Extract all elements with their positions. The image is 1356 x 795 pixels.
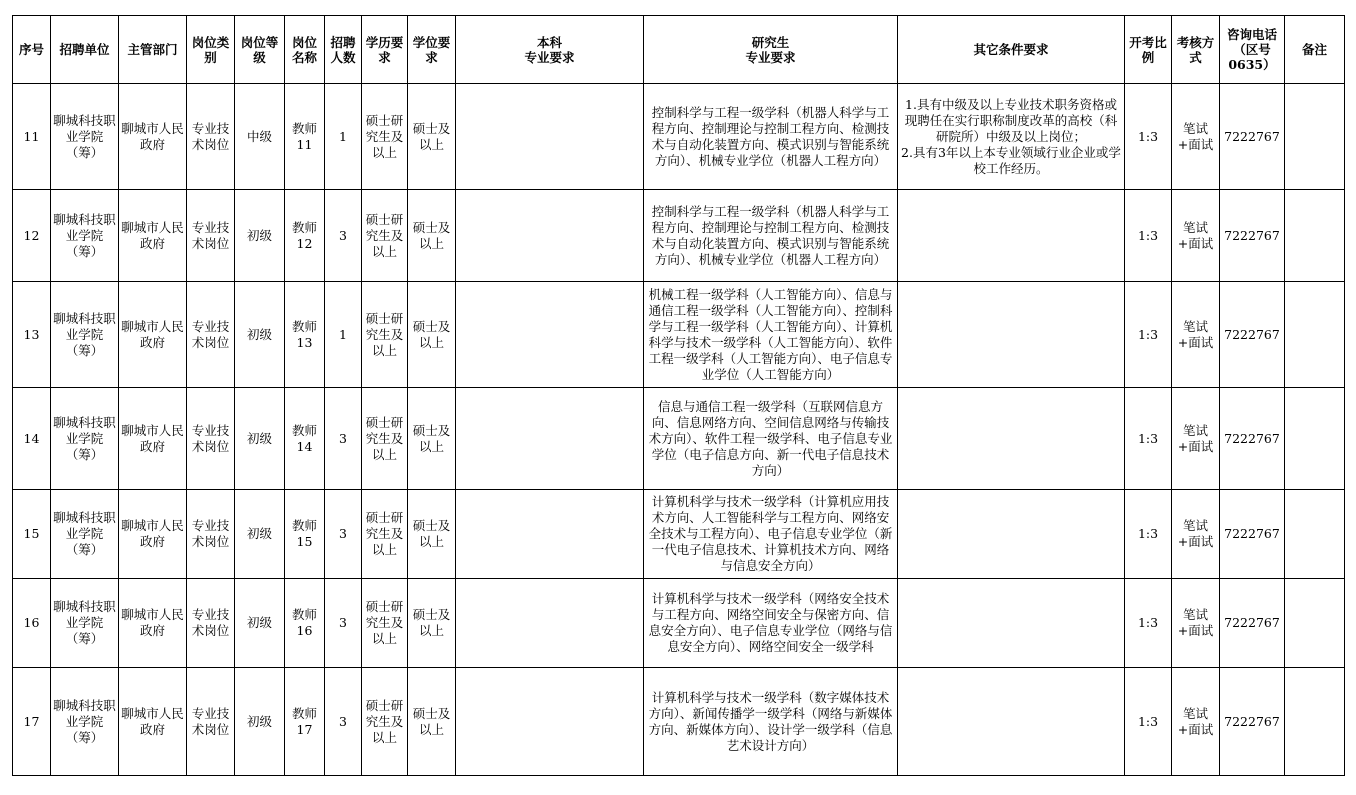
header-dept: 主管部门 <box>119 16 187 84</box>
cell-post-level: 初级 <box>235 282 285 388</box>
cell-phone: 7222767 <box>1220 579 1285 668</box>
cell-degree: 硕士及以上 <box>408 579 456 668</box>
header-post-type: 岗位类别 <box>187 16 235 84</box>
table-row <box>13 579 1345 668</box>
header-grad-major-line1: 研究生 <box>751 34 790 50</box>
cell-seq: 12 <box>13 190 51 282</box>
cell-seq: 11 <box>13 84 51 190</box>
cell-post-name: 教师16 <box>285 579 325 668</box>
cell-other <box>898 388 1125 490</box>
header-post-level: 岗位等级 <box>235 16 285 84</box>
cell-dept: 聊城市人民政府 <box>119 388 187 490</box>
header-edu: 学历要求 <box>362 16 408 84</box>
cell-exam: 笔试+面试 <box>1172 579 1220 668</box>
cell-seq: 15 <box>13 490 51 579</box>
cell-unit: 聊城科技职业学院（筹） <box>51 579 119 668</box>
table-row <box>13 282 1345 388</box>
cell-dept: 聊城市人民政府 <box>119 579 187 668</box>
cell-other <box>898 84 1125 190</box>
cell-post-type: 专业技术岗位 <box>187 282 235 388</box>
cell-ug-major <box>456 490 644 579</box>
header-ug-major-line1: 本科 <box>536 34 562 50</box>
cell-post-level: 初级 <box>235 579 285 668</box>
cell-post-type: 专业技术岗位 <box>187 668 235 776</box>
cell-dept: 聊城市人民政府 <box>119 490 187 579</box>
cell-dept: 聊城市人民政府 <box>119 84 187 190</box>
cell-unit: 聊城科技职业学院（筹） <box>51 84 119 190</box>
cell-note <box>1285 84 1345 190</box>
cell-note <box>1285 579 1345 668</box>
table-row <box>13 388 1345 490</box>
cell-phone: 7222767 <box>1220 190 1285 282</box>
cell-other <box>898 282 1125 388</box>
cell-ug-major <box>456 668 644 776</box>
grad-major-text: 机械工程一级学科（人工智能方向）、信息与通信工程一级学科（人工智能方向）、控制科学与工程一级学科（人工智能方向）、计算机科学与技术一级学科（人工智能方向）、软件工程一级学科（人工智能方向）、电子信息专业学位（人工智能方向） <box>648 286 893 382</box>
cell-seq: 16 <box>13 579 51 668</box>
header-grad-major <box>644 16 898 84</box>
cell-phone: 7222767 <box>1220 388 1285 490</box>
cell-count: 3 <box>325 388 362 490</box>
cell-other <box>898 668 1125 776</box>
cell-ug-major <box>456 388 644 490</box>
cell-degree: 硕士及以上 <box>408 490 456 579</box>
cell-post-type: 专业技术岗位 <box>187 579 235 668</box>
cell-unit: 聊城科技职业学院（筹） <box>51 282 119 388</box>
cell-edu: 硕士研究生及以上 <box>362 84 408 190</box>
cell-post-name: 教师13 <box>285 282 325 388</box>
cell-edu: 硕士研究生及以上 <box>362 388 408 490</box>
header-ug-major <box>456 16 644 84</box>
cell-exam: 笔试+面试 <box>1172 490 1220 579</box>
cell-edu: 硕士研究生及以上 <box>362 490 408 579</box>
cell-post-name: 教师12 <box>285 190 325 282</box>
cell-degree: 硕士及以上 <box>408 388 456 490</box>
cell-dept: 聊城市人民政府 <box>119 668 187 776</box>
header-count: 招聘人数 <box>325 16 362 84</box>
cell-grad-major: 计算机科学与技术一级学科（数字媒体技术方向）、新闻传播学一级学科（网络与新媒体方向、新媒体方向）、设计学一级学科（信息艺术设计方向） <box>644 668 898 776</box>
header-row <box>13 16 1345 84</box>
cell-other <box>898 190 1125 282</box>
cell-degree: 硕士及以上 <box>408 668 456 776</box>
recruitment-table <box>12 15 1345 776</box>
cell-ug-major <box>456 282 644 388</box>
cell-ratio: 1:3 <box>1125 490 1172 579</box>
cell-count: 3 <box>325 190 362 282</box>
header-grad-major-line2: 专业要求 <box>745 49 796 65</box>
cell-phone: 7222767 <box>1220 668 1285 776</box>
cell-post-level: 初级 <box>235 388 285 490</box>
cell-grad-major: 计算机科学与技术一级学科（计算机应用技术方向、人工智能科学与工程方向、网络安全技术与工程方向）、电子信息专业学位（新一代电子信息技术、计算机技术方向、网络与信息安全方向） <box>644 490 898 579</box>
cell-ug-major <box>456 84 644 190</box>
cell-post-name: 教师11 <box>285 84 325 190</box>
cell-exam: 笔试+面试 <box>1172 190 1220 282</box>
cell-count: 1 <box>325 84 362 190</box>
cell-note <box>1285 490 1345 579</box>
cell-count: 1 <box>325 282 362 388</box>
cell-exam: 笔试+面试 <box>1172 84 1220 190</box>
cell-phone: 7222767 <box>1220 84 1285 190</box>
cell-dept: 聊城市人民政府 <box>119 190 187 282</box>
cell-degree: 硕士及以上 <box>408 282 456 388</box>
cell-phone: 7222767 <box>1220 490 1285 579</box>
header-note: 备注 <box>1285 16 1345 84</box>
table-row <box>13 490 1345 579</box>
header-degree: 学位要求 <box>408 16 456 84</box>
cell-post-type: 专业技术岗位 <box>187 190 235 282</box>
cell-count: 3 <box>325 490 362 579</box>
table-row <box>13 84 1345 190</box>
header-seq: 序号 <box>13 16 51 84</box>
other-condition-2: 2.具有3年以上本专业领域行业企业或学校工作经历。 <box>901 144 1121 176</box>
cell-note <box>1285 668 1345 776</box>
cell-phone: 7222767 <box>1220 282 1285 388</box>
cell-ratio: 1:3 <box>1125 579 1172 668</box>
cell-edu: 硕士研究生及以上 <box>362 668 408 776</box>
cell-degree: 硕士及以上 <box>408 84 456 190</box>
header-ug-major-line2: 专业要求 <box>524 49 575 65</box>
cell-post-name: 教师15 <box>285 490 325 579</box>
cell-ug-major <box>456 190 644 282</box>
table-row <box>13 190 1345 282</box>
cell-exam: 笔试+面试 <box>1172 388 1220 490</box>
cell-edu: 硕士研究生及以上 <box>362 190 408 282</box>
cell-ratio: 1:3 <box>1125 668 1172 776</box>
cell-unit: 聊城科技职业学院（筹） <box>51 490 119 579</box>
cell-post-name: 教师17 <box>285 668 325 776</box>
cell-exam: 笔试+面试 <box>1172 668 1220 776</box>
cell-grad-major: 控制科学与工程一级学科（机器人科学与工程方向、控制理论与控制工程方向、检测技术与自动化装置方向、模式识别与智能系统方向）、机械专业学位（机器人工程方向） <box>644 190 898 282</box>
cell-seq: 14 <box>13 388 51 490</box>
cell-other <box>898 490 1125 579</box>
cell-post-type: 专业技术岗位 <box>187 84 235 190</box>
table-row <box>13 668 1345 776</box>
cell-note <box>1285 190 1345 282</box>
cell-seq: 13 <box>13 282 51 388</box>
cell-degree: 硕士及以上 <box>408 190 456 282</box>
cell-unit: 聊城科技职业学院（筹） <box>51 388 119 490</box>
cell-edu: 硕士研究生及以上 <box>362 282 408 388</box>
cell-note <box>1285 282 1345 388</box>
cell-ratio: 1:3 <box>1125 190 1172 282</box>
header-post-name: 岗位名称 <box>285 16 325 84</box>
cell-grad-major: 计算机科学与技术一级学科（网络安全技术与工程方向、网络空间安全与保密方向、信息安全方向）、电子信息专业学位（网络与信息安全方向）、网络空间安全一级学科 <box>644 579 898 668</box>
cell-ug-major <box>456 579 644 668</box>
cell-seq: 17 <box>13 668 51 776</box>
cell-grad-major: 控制科学与工程一级学科（机器人科学与工程方向、控制理论与控制工程方向、检测技术与自动化装置方向、模式识别与智能系统方向）、机械专业学位（机器人工程方向） <box>644 84 898 190</box>
cell-post-name: 教师14 <box>285 388 325 490</box>
cell-ratio: 1:3 <box>1125 282 1172 388</box>
cell-unit: 聊城科技职业学院（筹） <box>51 190 119 282</box>
other-condition-1: 1.具有中级及以上专业技术职务资格或现聘任在实行职称制度改革的高校（科研院所）中级及以上岗位； <box>904 96 1118 144</box>
cell-grad-major <box>644 282 898 388</box>
header-other: 其它条件要求 <box>898 16 1125 84</box>
cell-other <box>898 579 1125 668</box>
cell-post-level: 初级 <box>235 668 285 776</box>
cell-post-type: 专业技术岗位 <box>187 388 235 490</box>
cell-note <box>1285 388 1345 490</box>
cell-count: 3 <box>325 579 362 668</box>
cell-post-level: 中级 <box>235 84 285 190</box>
header-phone: 咨询电话（区号0635） <box>1220 16 1285 84</box>
cell-count: 3 <box>325 668 362 776</box>
cell-edu: 硕士研究生及以上 <box>362 579 408 668</box>
cell-post-type: 专业技术岗位 <box>187 490 235 579</box>
cell-exam: 笔试+面试 <box>1172 282 1220 388</box>
cell-post-level: 初级 <box>235 190 285 282</box>
header-ratio: 开考比例 <box>1125 16 1172 84</box>
header-unit: 招聘单位 <box>51 16 119 84</box>
cell-post-level: 初级 <box>235 490 285 579</box>
cell-unit: 聊城科技职业学院（筹） <box>51 668 119 776</box>
cell-ratio: 1:3 <box>1125 388 1172 490</box>
header-exam: 考核方式 <box>1172 16 1220 84</box>
cell-grad-major: 信息与通信工程一级学科（互联网信息方向、信息网络方向、空间信息网络与传输技术方向）、软件工程一级学科、电子信息专业学位（电子信息方向、新一代电子信息技术方向） <box>644 388 898 490</box>
cell-ratio: 1:3 <box>1125 84 1172 190</box>
cell-dept: 聊城市人民政府 <box>119 282 187 388</box>
